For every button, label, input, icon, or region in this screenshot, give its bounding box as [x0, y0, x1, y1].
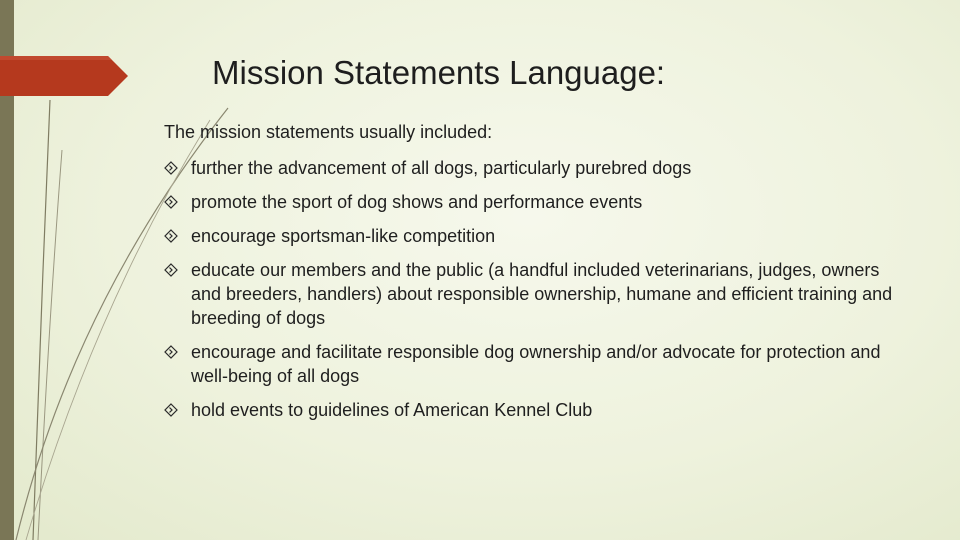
- bullet-list: [164, 156, 904, 432]
- list-item: [164, 258, 904, 330]
- slide-title: Mission Statements Language:: [212, 54, 666, 91]
- intro-text: The mission statements usually included:: [164, 122, 493, 142]
- bullet-text: hold events to guidelines of American Kennel Club: [191, 400, 593, 420]
- bullet-text: encourage and facilitate responsible dog ownership and/or advocate for protection and well-being of all dogs: [191, 342, 881, 386]
- list-item: [164, 224, 904, 248]
- list-item: [164, 340, 904, 388]
- bullet-text: encourage sportsman-like competition: [191, 226, 496, 246]
- diamond-arrow-bullet-icon: [164, 345, 178, 359]
- bullet-text: promote the sport of dog shows and performance events: [191, 192, 643, 212]
- list-item: [164, 398, 904, 422]
- diamond-arrow-bullet-icon: [164, 229, 178, 243]
- diamond-arrow-bullet-icon: [164, 195, 178, 209]
- list-item: [164, 156, 904, 180]
- title-accent-arrow: [0, 56, 128, 96]
- bullet-text: educate our members and the public (a handful included veterinarians, judges, owners and breeders, handlers) about responsible ownership, humane and efficient training and breeding of dogs: [191, 260, 893, 328]
- diamond-arrow-bullet-icon: [164, 161, 178, 175]
- diamond-arrow-bullet-icon: [164, 403, 178, 417]
- list-item: [164, 190, 904, 214]
- bullet-text: further the advancement of all dogs, particularly purebred dogs: [191, 158, 692, 178]
- diamond-arrow-bullet-icon: [164, 263, 178, 277]
